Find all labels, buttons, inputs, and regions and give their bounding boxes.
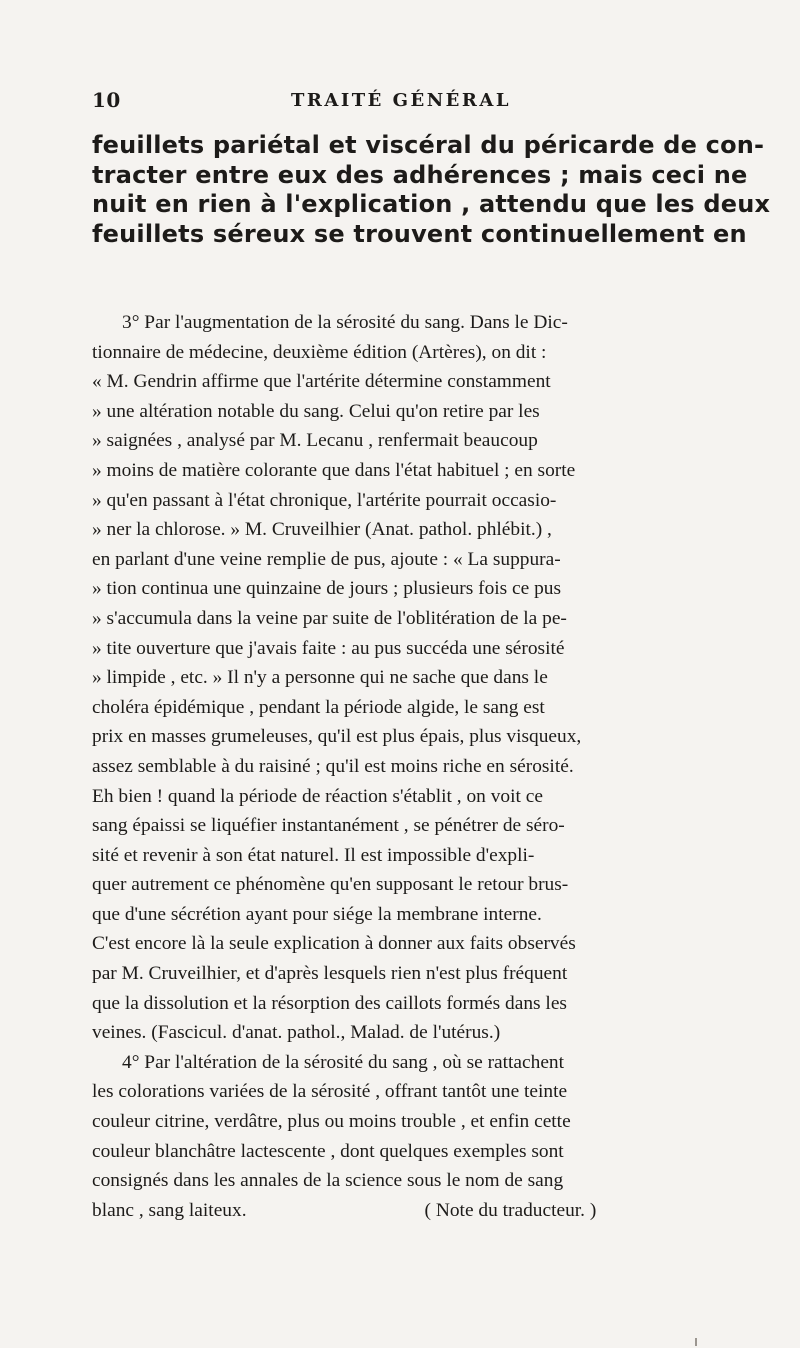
text-line: tionnaire de médecine, deuxième édition (Artères), on dit : xyxy=(92,341,547,363)
text-line: couleur blanchâtre lactescente , dont quelques exemples sont xyxy=(92,1140,564,1162)
text-line: en parlant d'une veine remplie de pus, ajoute : « La suppura- xyxy=(92,548,561,570)
text-line: consignés dans les annales de la science sous le nom de sang xyxy=(92,1170,564,1192)
text-line: sang épaissi se liquéfier instantanément , se pénétrer de séro- xyxy=(92,815,565,837)
text-line: » qu'en passant à l'état chronique, l'artérite pourrait occasio- xyxy=(92,489,557,511)
text-line: prix en masses grumeleuses, qu'il est plus épais, plus visqueux, xyxy=(92,726,582,748)
text-line xyxy=(92,1196,710,1226)
text-line: » s'accumula dans la veine par suite de l'oblitération de la pe- xyxy=(92,607,567,629)
text-line: assez semblable à du raisiné ; qu'il est moins riche en sérosité. xyxy=(92,755,574,777)
text-line: veines. (Fascicul. d'anat. pathol., Malad. de l'utérus.) xyxy=(92,1022,501,1044)
text-line: » ner la chlorose. » M. Cruveilhier (Anat. pathol. phlébit.) , xyxy=(92,519,552,541)
text-line: les colorations variées de la sérosité , offrant tantôt une teinte xyxy=(92,1081,568,1103)
text-line: » saignées , analysé par M. Lecanu , renfermait beaucoup xyxy=(92,430,538,452)
text-line: quer autrement ce phénomène qu'en supposant le retour brus- xyxy=(92,874,569,896)
text-line: choléra épidémique , pendant la période algide, le sang est xyxy=(92,696,545,718)
text-line: 3° Par l'augmentation de la sérosité du sang. Dans le Dic- xyxy=(122,312,568,333)
translator-note: ( Note du traducteur. ) xyxy=(424,1199,597,1221)
note-body xyxy=(92,308,710,1225)
text-line: » une altération notable du sang. Celui qu'on retire par les xyxy=(92,400,540,422)
text-line: Eh bien ! quand la période de réaction s'établit , on voit ce xyxy=(92,785,543,807)
text-line: que la dissolution et la résorption des caillots formés dans les xyxy=(92,992,567,1014)
text-line: tracter entre eux des adhérences ; mais ceci ne xyxy=(92,160,748,189)
text-line: nuit en rien à l'explication , attendu que les deux xyxy=(92,190,771,219)
text-line: 4° Par l'altération de la sérosité du sang , où se rattachent xyxy=(122,1051,565,1073)
text-line: couleur citrine, verdâtre, plus ou moins trouble , et enfin cette xyxy=(92,1111,571,1133)
running-title: TRAITÉ GÉNÉRAL xyxy=(291,90,511,111)
text-line: feuillets séreux se trouvent continuellement en xyxy=(92,219,747,248)
continued-paragraph xyxy=(92,128,771,248)
text-line: C'est encore là la seule explication à donner aux faits observés xyxy=(92,933,576,955)
text-fragment: blanc , sang laiteux. xyxy=(92,1199,247,1221)
text-line: » moins de matière colorante que dans l'état habituel ; en sorte xyxy=(92,459,576,481)
text-line: » tion continua une quinzaine de jours ; plusieurs fois ce pus xyxy=(92,578,562,600)
page-number: 10 xyxy=(92,88,121,112)
text-line: que d'une sécrétion ayant pour siége la membrane interne. xyxy=(92,903,542,925)
paper-mark xyxy=(695,1338,697,1346)
text-line: » tite ouverture que j'avais faite : au pus succéda une sérosité xyxy=(92,637,565,659)
text-line: » limpide , etc. » Il n'y a personne qui ne sache que dans le xyxy=(92,667,548,689)
text-line: sité et revenir à son état naturel. Il est impossible d'expli- xyxy=(92,844,535,866)
text-line: « M. Gendrin affirme que l'artérite détermine constamment xyxy=(92,371,551,393)
text-line: par M. Cruveilhier, et d'après lesquels rien n'est plus fréquent xyxy=(92,963,568,985)
page-header xyxy=(92,88,710,118)
text-line: feuillets pariétal et viscéral du péricarde de con- xyxy=(92,131,765,159)
